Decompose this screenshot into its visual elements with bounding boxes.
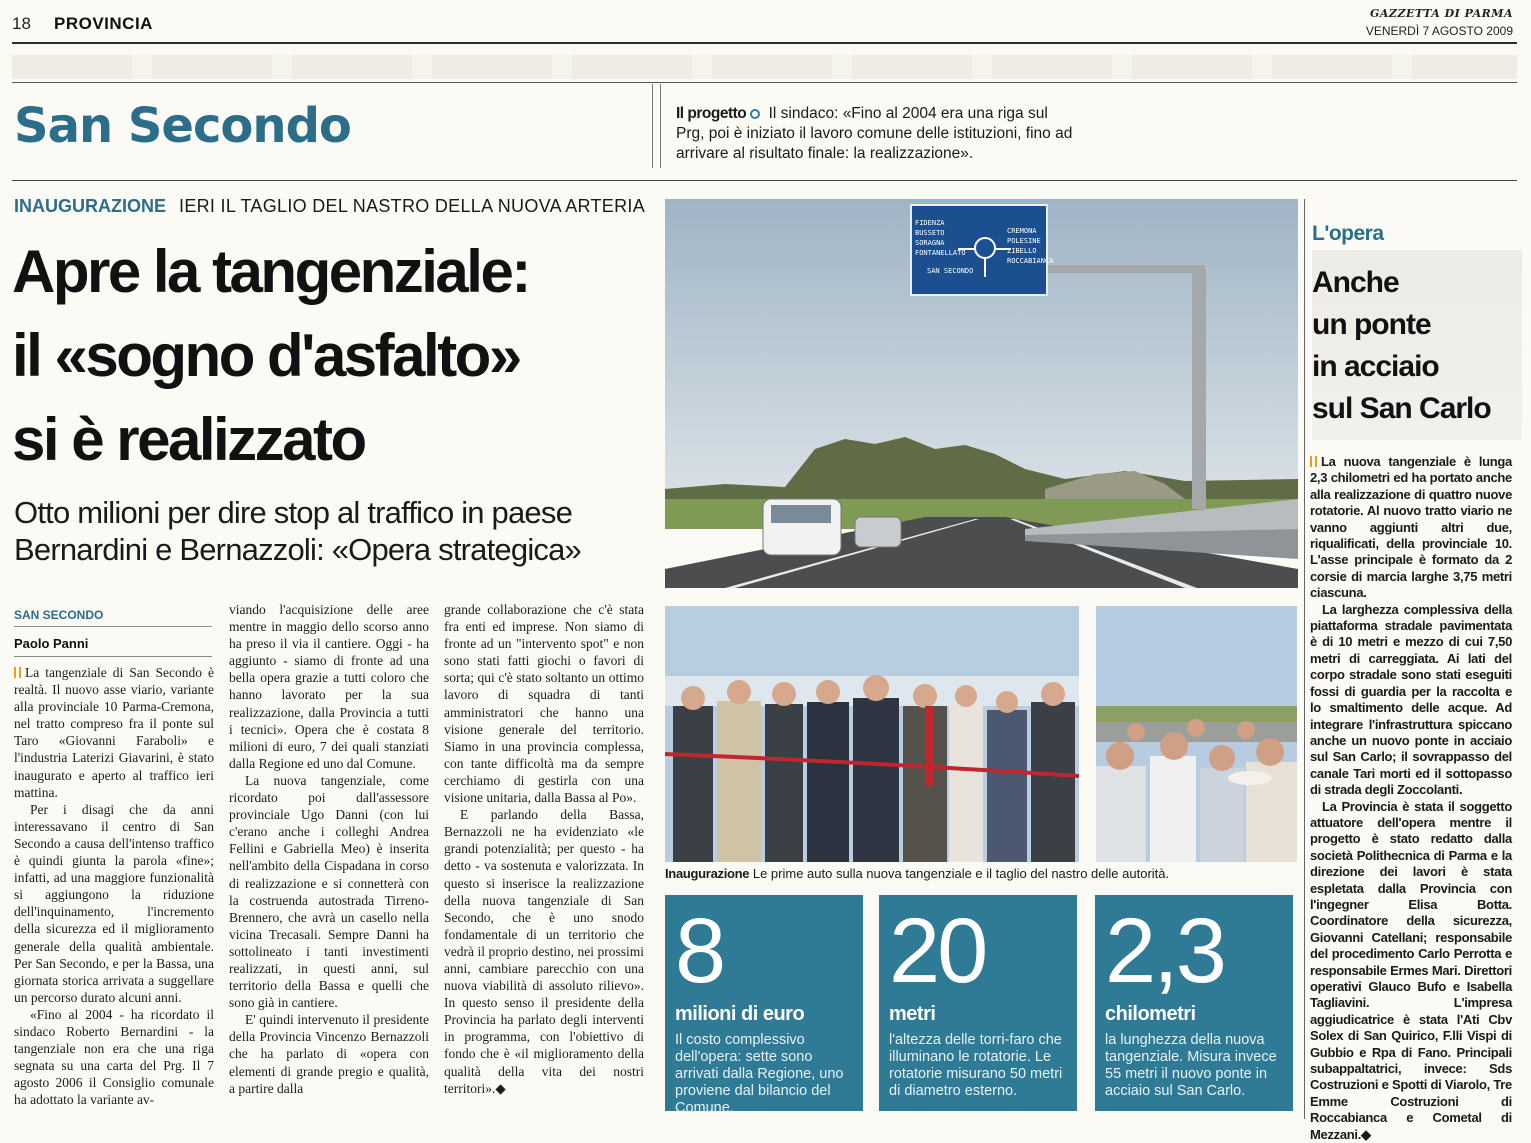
sidebar-label: L'opera [1312, 222, 1384, 245]
section-rule [12, 82, 1517, 83]
article-column-1 [14, 664, 214, 1120]
article-paragraph: La nuova tangenziale, come ricordato poi dall'assessore provinciale Ugo Danni (con lui c'erano anche i colleghi Andrea Fellini e Gabriella Meo) è inserita nell'ambito della Cispadana in corso di realizzazione e si connetterà con la costruenda autostrada Tirreno-Brennero, che avrà un casello nella vicina Trecasali. Sempre Danni ha sottolineato i tanti investimenti realizzati, in questi anni, sul territorio della Bassa e quelli che sono già in cantiere. [229, 772, 429, 1011]
arrow-circle-icon [750, 109, 760, 119]
stat-description: Il costo complessivo dell'opera: sette sono arrivati dalla Regione, uno proviene dal bilancio del Comune. [675, 1032, 844, 1116]
ribbon-photo-illustration [665, 606, 1079, 862]
stat-description: l'altezza delle torri-faro che illuminano le rotatorie. Le rotatorie misurano 50 metri di diametro esterno. [889, 1032, 1063, 1099]
byline-rule [14, 626, 212, 627]
article-paragraph [14, 664, 214, 801]
bullet-icon [1310, 456, 1317, 467]
masthead: GAZZETTA DI PARMA [1370, 7, 1513, 20]
sidebar-paragraph [1310, 454, 1512, 602]
sign-destination: SAN SECONDO [927, 267, 974, 275]
sidebar-title-line: Anche [1312, 266, 1399, 299]
sidebar-divider [1304, 199, 1305, 1119]
article-paragraph: grande collaborazione che c'è stata fra enti ed imprese. Non siamo di fronte ad un "intervento spot" e non sono stati fatti giochi o favori di sorta; qui c'è stato soltanto un ottimo lavoro di squadra di tanti amministratori che hanno una visione generale del territorio. Siamo in una provincia complessa, con tante difficoltà ma da sempre cerchiamo di gestirla con una visione unitaria, dalla Bassa al Po». [444, 602, 644, 806]
locality-title: San Secondo [14, 98, 351, 154]
sign-destination: FONTANELLATO [915, 249, 966, 257]
photo-ribbon-cutting [665, 606, 1079, 862]
photo-new-road [665, 199, 1298, 588]
sign-destination: FIDENZA [915, 219, 945, 227]
article-paragraph: viando l'acquisizione delle aree mentre in maggio dello scorso anno ha preso il via il cantiere. Oggi - ha aggiunto - siamo di fronte ad una bella opera grazie a tutti coloro che hanno lavorato per la sua realizzazione, dalla Provincia a tutti i tecnici». Opera che è costata 8 milioni di euro, 7 dei quali stanziati dalla Regione ed uno dal Comune. [229, 602, 429, 771]
stat-box-cost [665, 895, 863, 1116]
photo-crowd [1096, 606, 1297, 862]
subheadline-line: Otto milioni per dire stop al traffico in paese [14, 495, 573, 530]
author-name: Paolo Panni [14, 636, 89, 651]
sidebar-text: La nuova tangenziale è lunga 2,3 chilometri ed ha portato anche alla realizzazione di quattro nuove rotatorie. Al nuovo tratto viario ne vanno aggiunti altri due, riqualificati, della provinciale 10. L'asse principale è formato da 2 corsie di marcia larghe 3,75 metri ciascuna. [1310, 454, 1512, 601]
stat-value: 8 [675, 900, 724, 1002]
kicker [14, 196, 645, 217]
title-rule [12, 180, 1517, 181]
article-paragraph: «Fino al 2004 - ha ricordato il sindaco Roberto Bernardini - la tangenziale non era che una riga segnata su una carta del Prg. Il 7 agosto 2006 il Consiglio comunale ha adottato la variante av- [14, 1006, 214, 1108]
caption-text: Le prime auto sulla nuova tangenziale e il taglio del nastro delle autorità. [752, 866, 1170, 881]
byline-rule [14, 656, 212, 657]
headline-line: il «sogno d'asfalto» [12, 322, 520, 389]
sign-destination: SORAGNA [915, 239, 945, 247]
kicker-label: INAUGURAZIONE [14, 196, 166, 216]
page-number: 18 [12, 14, 31, 33]
crowd-photo-illustration [1096, 606, 1297, 862]
project-note [676, 104, 1076, 164]
article-column-2 [229, 601, 429, 1121]
sign-destination: ROCCABIANCA [1007, 257, 1054, 265]
column-divider [660, 84, 661, 168]
column-divider [652, 84, 653, 168]
article-paragraph: Per i disagi che da anni interessavano il centro di San Secondo a causa dell'intenso traffico è quindi giunta la parola «fine»; infatti, ad una maggiore funzionalità si aggiungono la riduzione dell'inquinamento, l'incremento della sicurezza ed il miglioramento generale della qualità ambientale. Per San Secondo, e per la Bassa, una giornata storica arrivata a suggellare un percorso durato alcuni anni. [14, 801, 214, 1005]
section-name: PROVINCIA [54, 14, 153, 33]
sidebar-title-line: un ponte [1312, 308, 1431, 341]
project-note-label: Il progetto [676, 105, 747, 122]
headline [12, 230, 652, 482]
article-paragraph: E parlando della Bassa, Bernazzoli ne ha evidenziato «le grandi potenzialità; per questo - ha detto - va sostenuta e valorizzata. In questo si inserisce la realizzazione della nuova tangenziale di San Secondo, che è uno snodo fondamentale di un territorio che vedrà il proprio destino, nei prossimi anni, cambiare parecchio con una nuova viabilità di assoluto rilievo». In questo senso il presidente della Provincia ha parlato degli interventi in programma, con l'obiettivo di fondo che è «il miglioramento della qualità della vita dei nostri territori».◆ [444, 807, 644, 1096]
sidebar-body [1310, 454, 1512, 1142]
subheadline-line: Bernardini e Bernazzoli: «Opera strategica» [14, 532, 581, 567]
sign-destination: ZIBELLO [1007, 247, 1037, 255]
road-photo-illustration [665, 199, 1298, 588]
sidebar-title [1312, 262, 1522, 430]
showthrough-band [12, 55, 1517, 79]
photo-caption [665, 866, 1305, 881]
stat-value: 2,3 [1105, 900, 1224, 1002]
bullet-icon [14, 667, 21, 678]
stat-description: la lunghezza della nuova tangenziale. Misura invece 55 metri il nuovo ponte in acciaio sul San Carlo. [1105, 1032, 1277, 1099]
stat-box-height [879, 895, 1077, 1111]
article-paragraph: E' quindi intervenuto il presidente della Provincia Vincenzo Bernazzoli che ha parlato di «opera con elementi di grande pregio e qualità, a partire dalla [229, 1012, 429, 1096]
caption-label: Inaugurazione [665, 866, 750, 881]
header-rule [12, 42, 1517, 44]
page-header [0, 0, 1531, 44]
kicker-text: IERI IL TAGLIO DEL NASTRO DELLA NUOVA ARTERIA [179, 196, 645, 216]
sidebar-title-line: in acciaio [1312, 350, 1439, 383]
headline-line: si è realizzato [12, 406, 365, 473]
sidebar-paragraph: La Provincia è stata il soggetto attuatore dell'opera mentre il progetto è stato redatto dalla società Polithecnica di Parma e la direzione dei lavori è stata espletata dalla Provincia con l'ingegner Elisa Botta. Coordinatore della sicurezza, Giovanni Catellani; responsabile del procedimento Carlo Perrotta e responsabile Ermes Mari. Direttori operativi Glauco Bufo e Isabella Tagliavini. L'impresa aggiudicatrice è stata l'Ati Cbv Solex di San Quirico, F.lli Vispi di Gubbio e Rpa di Fano. Principali subappaltatrici, invece: Sds Costruzioni e Spotti di Viarolo, Tre Emme Costruzioni di Roccabianca e Cometal di Mezzani.◆ [1310, 798, 1512, 1142]
dateline: SAN SECONDO [14, 608, 104, 622]
stat-value: 20 [889, 900, 986, 1002]
headline-line: Apre la tangenziale: [12, 238, 529, 305]
article-column-3 [444, 601, 644, 1121]
stat-unit: milioni di euro [675, 1003, 805, 1025]
sidebar-paragraph: La larghezza complessiva della piattaforma stradale pavimentata è di 10 metri e mezzo di cui 7,50 metri di carreggiata. Ai lati del corpo stradale sono stati eseguiti fossi di guardia per la raccolta e lo smaltimento delle acque. Ad integrare l'infrastruttura spiccano anche un nuovo ponte in acciaio sul San Carlo; il sovrappasso del canale Tari morti ed il sottopasso di strada degli Zoccolanti. [1310, 601, 1512, 798]
sign-destination: POLESINE [1007, 237, 1041, 245]
sign-destination: CREMONA [1007, 227, 1037, 235]
sidebar-title-line: sul San Carlo [1312, 392, 1491, 425]
sign-destination: BUSSETO [915, 229, 945, 237]
stat-unit: metri [889, 1003, 936, 1025]
project-note-text: Il sindaco: «Fino al 2004 era una riga sul Prg, poi è iniziato il lavoro comune delle istituzioni, fino ad arrivare al risultato finale: la realizzazione». [676, 105, 1073, 162]
article-text: La tangenziale di San Secondo è realtà. Il nuovo asse viario, variante alla provinciale 10 Parma-Cremona, nel tratto compreso fra il ponte sul Taro «Giovanni Faraboli» e l'industria Laterizi Giavarini, è stato inaugurato e aperto al traffico ieri mattina. [14, 665, 214, 800]
stat-unit: chilometri [1105, 1003, 1196, 1025]
stat-box-length [1095, 895, 1293, 1111]
issue-date: VENERDÌ 7 AGOSTO 2009 [1365, 24, 1513, 38]
subheadline [14, 494, 654, 568]
